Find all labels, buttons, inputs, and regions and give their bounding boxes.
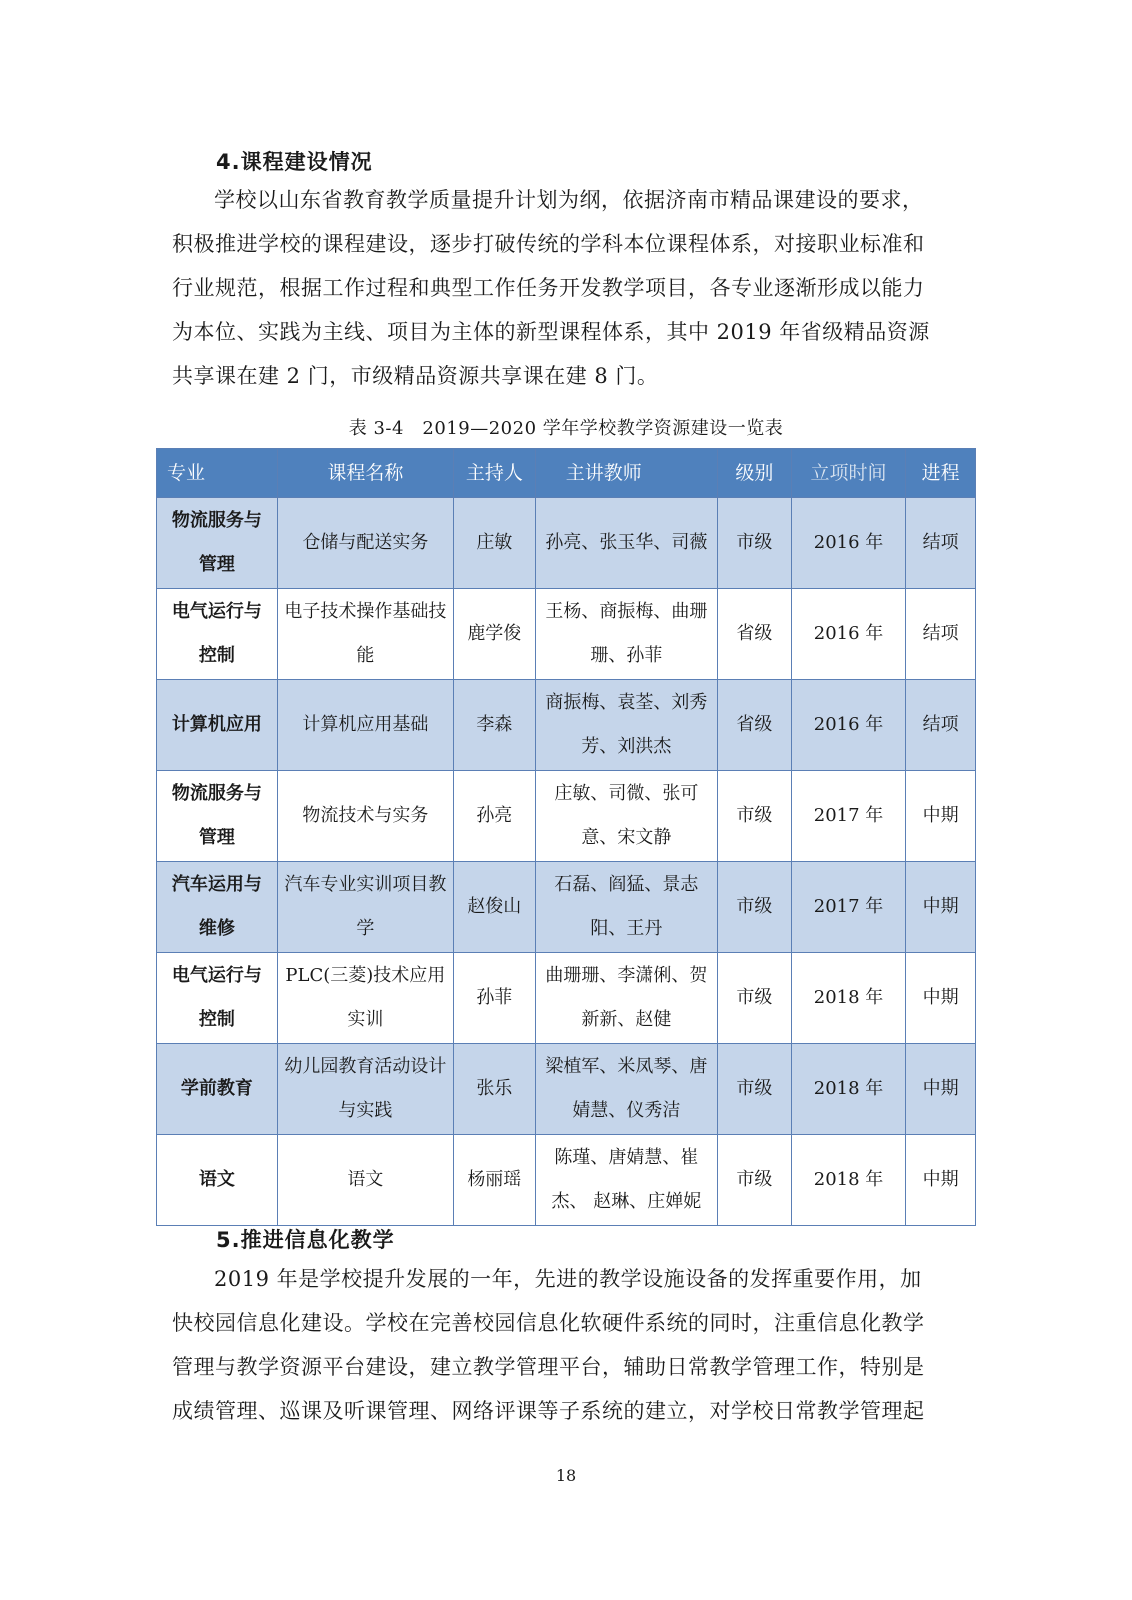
cell-teachers: 石磊、阎猛、景志阳、王丹	[535, 862, 717, 953]
header-teachers: 主讲教师	[535, 449, 717, 498]
cell-major: 学前教育	[157, 1044, 278, 1135]
cell-year: 2017 年	[791, 771, 906, 862]
cell-host: 孙菲	[453, 953, 535, 1044]
table-row	[157, 1044, 976, 1135]
header-year: 立项时间	[791, 449, 906, 498]
cell-host: 赵俊山	[453, 862, 535, 953]
cell-major: 电气运行与控制	[157, 953, 278, 1044]
cell-major: 物流服务与管理	[157, 498, 278, 589]
cell-status: 中期	[906, 1135, 976, 1226]
paragraph-line: 积极推进学校的课程建设，逐步打破传统的学科本位课程体系，对接职业标准和	[172, 232, 925, 256]
resource-table	[156, 448, 976, 1226]
cell-year: 2018 年	[791, 1044, 906, 1135]
cell-course: 汽车专业实训项目教学	[277, 862, 453, 953]
page-number: 18	[555, 1466, 577, 1485]
section-4-paragraph	[172, 178, 964, 398]
cell-status: 中期	[906, 1044, 976, 1135]
header-host: 主持人	[453, 449, 535, 498]
table-row	[157, 589, 976, 680]
paragraph-line: 成绩管理、巡课及听课管理、网络评课等子系统的建立，对学校日常教学管理起	[172, 1399, 925, 1423]
table-header-row	[157, 449, 976, 498]
cell-major: 汽车运用与维修	[157, 862, 278, 953]
cell-host: 杨丽瑶	[453, 1135, 535, 1226]
cell-year: 2016 年	[791, 498, 906, 589]
cell-course: 仓储与配送实务	[277, 498, 453, 589]
cell-level: 省级	[717, 680, 791, 771]
cell-year: 2017 年	[791, 862, 906, 953]
table-row	[157, 862, 976, 953]
cell-host: 张乐	[453, 1044, 535, 1135]
cell-course: 物流技术与实务	[277, 771, 453, 862]
cell-level: 市级	[717, 1044, 791, 1135]
paragraph-line: 行业规范，根据工作过程和典型工作任务开发教学项目，各专业逐渐形成以能力	[172, 276, 925, 300]
cell-status: 结项	[906, 680, 976, 771]
paragraph-line: 管理与教学资源平台建设，建立教学管理平台，辅助日常教学管理工作，特别是	[172, 1355, 925, 1379]
section-5-paragraph	[172, 1257, 964, 1433]
cell-teachers: 商振梅、袁荃、刘秀芳、刘洪杰	[535, 680, 717, 771]
table-row	[157, 953, 976, 1044]
cell-host: 庄敏	[453, 498, 535, 589]
paragraph-line: 2019 年是学校提升发展的一年，先进的教学设施设备的发挥重要作用，加	[214, 1267, 922, 1291]
paragraph-line: 学校以山东省教育教学质量提升计划为纲，依据济南市精品课建设的要求，	[214, 188, 924, 212]
table-row	[157, 1135, 976, 1226]
table-row	[157, 771, 976, 862]
paragraph-line: 快校园信息化建设。学校在完善校园信息化软硬件系统的同时，注重信息化教学	[172, 1311, 925, 1335]
cell-level: 市级	[717, 498, 791, 589]
cell-teachers: 孙亮、张玉华、司薇	[535, 498, 717, 589]
cell-status: 中期	[906, 862, 976, 953]
paragraph-line: 为本位、实践为主线、项目为主体的新型课程体系，其中 2019 年省级精品资源	[172, 320, 930, 344]
cell-status: 中期	[906, 771, 976, 862]
cell-teachers: 王杨、商振梅、曲珊珊、孙菲	[535, 589, 717, 680]
cell-course: 语文	[277, 1135, 453, 1226]
section-4-heading: 4.课程建设情况	[216, 150, 373, 174]
table-caption: 表 3-4 2019—2020 学年学校教学资源建设一览表	[348, 418, 784, 439]
section-5-heading: 5.推进信息化教学	[216, 1228, 395, 1252]
table-row	[157, 498, 976, 589]
cell-year: 2018 年	[791, 953, 906, 1044]
header-course: 课程名称	[277, 449, 453, 498]
cell-status: 结项	[906, 589, 976, 680]
cell-teachers: 陈瑾、唐婧慧、崔杰、 赵琳、庄婵妮	[535, 1135, 717, 1226]
header-major: 专业	[157, 449, 278, 498]
cell-host: 李森	[453, 680, 535, 771]
cell-major: 物流服务与管理	[157, 771, 278, 862]
cell-major: 计算机应用	[157, 680, 278, 771]
cell-teachers: 曲珊珊、李潇俐、贺新新、赵健	[535, 953, 717, 1044]
header-status: 进程	[906, 449, 976, 498]
cell-course: 计算机应用基础	[277, 680, 453, 771]
cell-level: 市级	[717, 953, 791, 1044]
cell-course: PLC(三菱)技术应用实训	[277, 953, 453, 1044]
cell-level: 市级	[717, 1135, 791, 1226]
cell-level: 省级	[717, 589, 791, 680]
cell-course: 电子技术操作基础技能	[277, 589, 453, 680]
cell-year: 2018 年	[791, 1135, 906, 1226]
cell-status: 中期	[906, 953, 976, 1044]
cell-year: 2016 年	[791, 589, 906, 680]
paragraph-line: 共享课在建 2 门，市级精品资源共享课在建 8 门。	[172, 364, 659, 388]
table-row	[157, 680, 976, 771]
cell-teachers: 庄敏、司微、张可意、宋文静	[535, 771, 717, 862]
cell-year: 2016 年	[791, 680, 906, 771]
cell-teachers: 梁植军、米凤琴、唐婧慧、仪秀洁	[535, 1044, 717, 1135]
cell-status: 结项	[906, 498, 976, 589]
cell-major: 语文	[157, 1135, 278, 1226]
cell-course: 幼儿园教育活动设计与实践	[277, 1044, 453, 1135]
cell-level: 市级	[717, 862, 791, 953]
cell-level: 市级	[717, 771, 791, 862]
cell-major: 电气运行与控制	[157, 589, 278, 680]
cell-host: 鹿学俊	[453, 589, 535, 680]
header-level: 级别	[717, 449, 791, 498]
cell-host: 孙亮	[453, 771, 535, 862]
